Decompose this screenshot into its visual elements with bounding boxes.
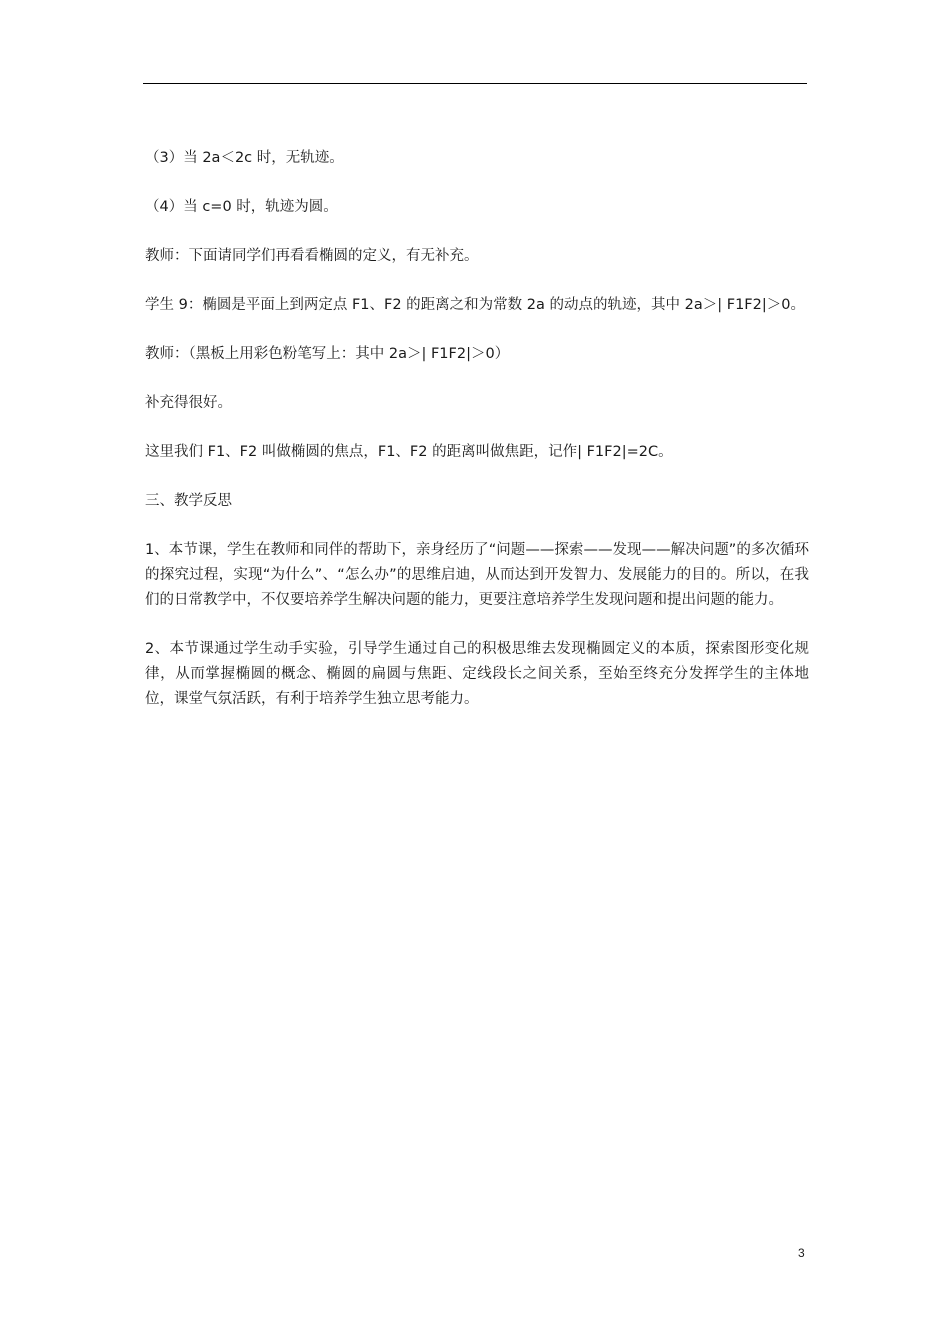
paragraph-teacher-prompt: 教师：下面请同学们再看看椭圆的定义，有无补充。 xyxy=(145,248,479,264)
paragraph-focus-definition: 这里我们 F1、F2 叫做椭圆的焦点，F1、F2 的距离叫做焦距，记作| F1F2|=2C。 xyxy=(145,444,673,460)
header-rule xyxy=(143,83,807,84)
paragraph-reflection-2: 2、本节课通过学生动手实验，引导学生通过自己的积极思维去发现椭圆定义的本质，探索图形变化规律，从而掌握椭圆的概念、椭圆的扁圆与焦距、定线段长之间关系，至始至终充分发挥学生的主体地位，课堂气氛活跃，有利于培养学生独立思考能力。 xyxy=(145,641,809,707)
paragraph-praise: 补充得很好。 xyxy=(145,395,232,411)
paragraph-case-3: （3）当 2a＜2c 时，无轨迹。 xyxy=(145,150,344,166)
page-number: 3 xyxy=(798,1246,805,1260)
paragraph-case-4: （4）当 c=0 时，轨迹为圆。 xyxy=(145,199,338,215)
paragraph-student-9: 学生 9：椭圆是平面上到两定点 F1、F2 的距离之和为常数 2a 的动点的轨迹，其中 2a＞| F1F2|＞0。 xyxy=(145,297,805,313)
paragraph-teacher-blackboard: 教师：（黑板上用彩色粉笔写上：其中 2a＞| F1F2|＞0） xyxy=(145,346,510,362)
document-body xyxy=(145,146,809,736)
paragraph-reflection-1: 1、本节课，学生在教师和同伴的帮助下，亲身经历了“问题——探索——发现——解决问题”的多次循环的探究过程，实现“为什么”、“怎么办”的思维启迪，从而达到开发智力、发展能力的目的。所以，在我们的日常教学中，不仅要培养学生解决问题的能力，更要注意培养学生发现问题和提出问题的能力。 xyxy=(145,542,809,608)
section-heading-reflection: 三、教学反思 xyxy=(145,493,232,509)
